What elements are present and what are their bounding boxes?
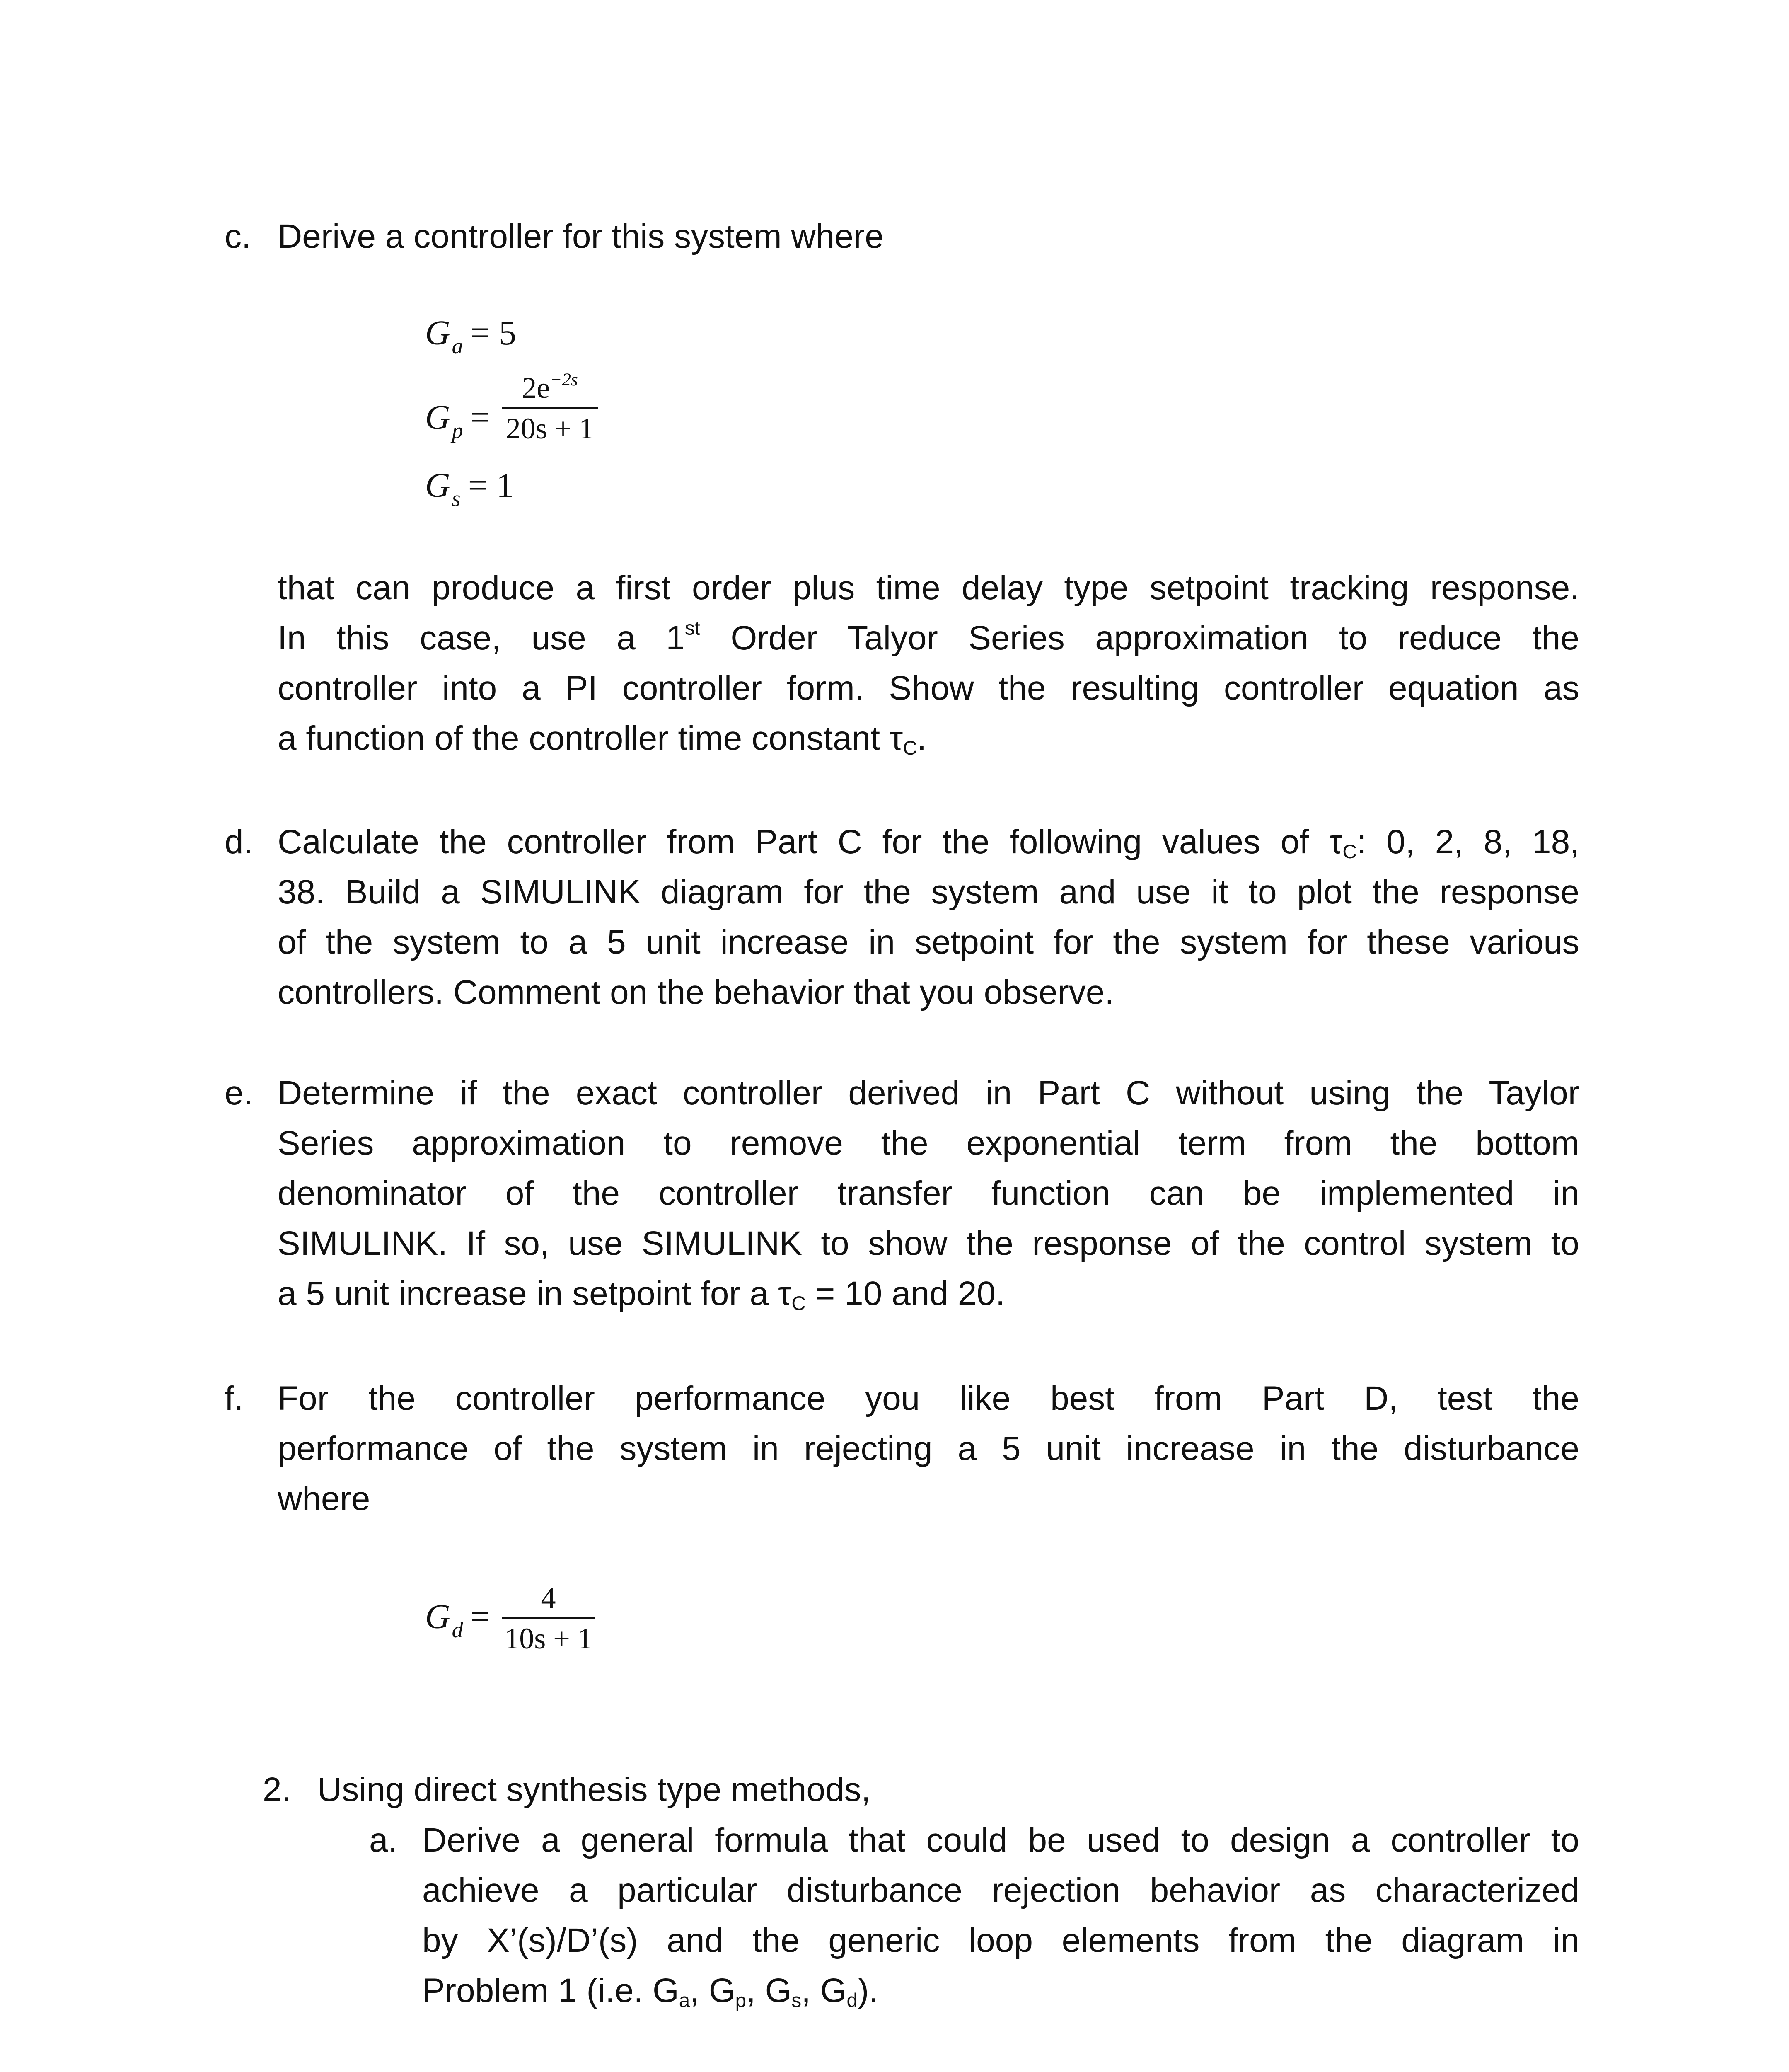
equation-ga (425, 314, 517, 358)
part-d-label: d. (225, 823, 253, 861)
problem-2a-label: a. (369, 1821, 398, 1859)
text-line (278, 1373, 1579, 1423)
text-line (278, 563, 1579, 613)
text-segment: controller into a PI controller form. Show the resulting controller equation as (278, 669, 1579, 707)
eq-subscript: s (452, 486, 461, 511)
fraction-bar (502, 1617, 595, 1619)
text-segment: controllers. Comment on the behavior that you observe. (278, 973, 1114, 1011)
fraction-denominator: 20s + 1 (505, 412, 594, 445)
part-f-body (278, 1373, 1579, 1524)
part-d-body (278, 817, 1579, 1017)
text-segment: Determine if the exact controller derived in Part C without using the Taylor (278, 1074, 1579, 1112)
text-segment: : 0, 2, 8, 18, (1356, 823, 1580, 861)
text-segment: a function of the controller time constant τ (278, 719, 903, 757)
equation-gp-fraction (502, 370, 598, 445)
subscript: s (791, 1989, 802, 2011)
text-segment: , G (690, 1972, 735, 2009)
text-segment: , G (801, 1972, 847, 2009)
part-e-body (278, 1068, 1579, 1319)
text-line (278, 1218, 1579, 1268)
eq-symbol: G (425, 398, 450, 437)
text-segment: a 5 unit increase in setpoint for a τ (278, 1275, 792, 1312)
text-segment: In this case, use a 1 (278, 619, 685, 657)
text-segment: achieve a particular disturbance rejection behavior as characterized (422, 1871, 1579, 1909)
text-line (278, 713, 1579, 763)
fraction-numerator (502, 370, 598, 404)
text-line (278, 1423, 1579, 1474)
fraction-numerator: 4 (541, 1581, 556, 1615)
text-line (278, 1168, 1579, 1218)
text-segment: Order Talyor Series approximation to reduce the (700, 619, 1579, 657)
text-line (422, 1815, 1579, 1865)
subscript: C (1342, 840, 1357, 863)
text-segment: of the system to a 5 unit increase in setpoint for the system for these various (278, 923, 1579, 961)
equation-gp-lhs (425, 398, 491, 443)
fraction-denominator: 10s + 1 (504, 1622, 592, 1655)
equation-gd-fraction (502, 1583, 595, 1653)
text-segment: performance of the system in rejecting a 5 unit increase in the disturbance (278, 1430, 1579, 1467)
text-line (278, 1268, 1579, 1319)
text-line (278, 663, 1579, 713)
problem-2-label: 2. (263, 1771, 291, 1808)
text-segment: SIMULINK. If so, use SIMULINK to show the response of the control system to (278, 1225, 1579, 1262)
text-line (278, 967, 1579, 1017)
text-line (422, 1915, 1579, 1965)
text-segment: Derive a general formula that could be used to design a controller to (422, 1821, 1579, 1859)
eq-symbol: G (425, 1598, 450, 1636)
text-segment: . (917, 719, 927, 757)
text-segment: = 10 and 20. (805, 1275, 1005, 1312)
superscript: st (684, 617, 700, 639)
text-segment: denominator of the controller transfer function can be implemented in (278, 1174, 1579, 1212)
subscript: C (903, 737, 917, 759)
subscript: C (791, 1292, 806, 1314)
text-segment: Series approximation to remove the exponential term from the bottom (278, 1124, 1579, 1162)
text-line (278, 1474, 1579, 1524)
numerator-base: 2e (522, 371, 550, 404)
text-segment: , G (746, 1972, 792, 2009)
subscript: d (846, 1989, 858, 2011)
text-segment: Problem 1 (i.e. G (422, 1972, 679, 2009)
text-segment: 38. Build a SIMULINK diagram for the system and use it to plot the response (278, 873, 1579, 911)
text-line (278, 867, 1579, 917)
problem-2-intro: Using direct synthesis type methods, (317, 1771, 871, 1808)
part-c-intro: Derive a controller for this system where (278, 218, 884, 255)
equation-gd-lhs (425, 1598, 491, 1642)
eq-equals: = (470, 1598, 491, 1636)
equation-gs (425, 466, 514, 511)
text-segment: that can produce a first order plus time delay type setpoint tracking response. (278, 569, 1579, 607)
numerator-exponent: −2s (550, 370, 578, 390)
text-line (278, 613, 1579, 663)
text-line (422, 1965, 1579, 2016)
part-c-body (278, 563, 1579, 763)
problem-2a-body (422, 1815, 1579, 2016)
text-line (422, 1865, 1579, 1915)
text-segment: Calculate the controller from Part C for the following values of τ (278, 823, 1343, 861)
eq-symbol: G (425, 466, 450, 505)
subscript: a (679, 1989, 690, 2011)
text-line (278, 1068, 1579, 1118)
part-c-label: c. (225, 218, 251, 255)
eq-equals: = (470, 398, 491, 437)
part-f-label: f. (225, 1380, 244, 1417)
text-line (278, 1118, 1579, 1168)
fraction-bar (502, 407, 598, 409)
eq-rhs: = 5 (470, 314, 517, 352)
text-segment: For the controller performance you like best from Part D, test the (278, 1380, 1579, 1417)
text-segment: by X’(s)/D’(s) and the generic loop elements from the diagram in (422, 1922, 1579, 1959)
text-segment: ). (857, 1972, 879, 2009)
part-e-label: e. (225, 1074, 253, 1112)
subscript: p (735, 1989, 747, 2011)
eq-subscript: p (452, 418, 463, 443)
text-line (278, 817, 1579, 867)
eq-subscript: a (452, 334, 463, 358)
eq-symbol: G (425, 314, 450, 352)
eq-subscript: d (452, 1617, 463, 1642)
text-segment: where (278, 1480, 370, 1518)
eq-rhs: = 1 (468, 466, 514, 505)
text-line (278, 917, 1579, 967)
